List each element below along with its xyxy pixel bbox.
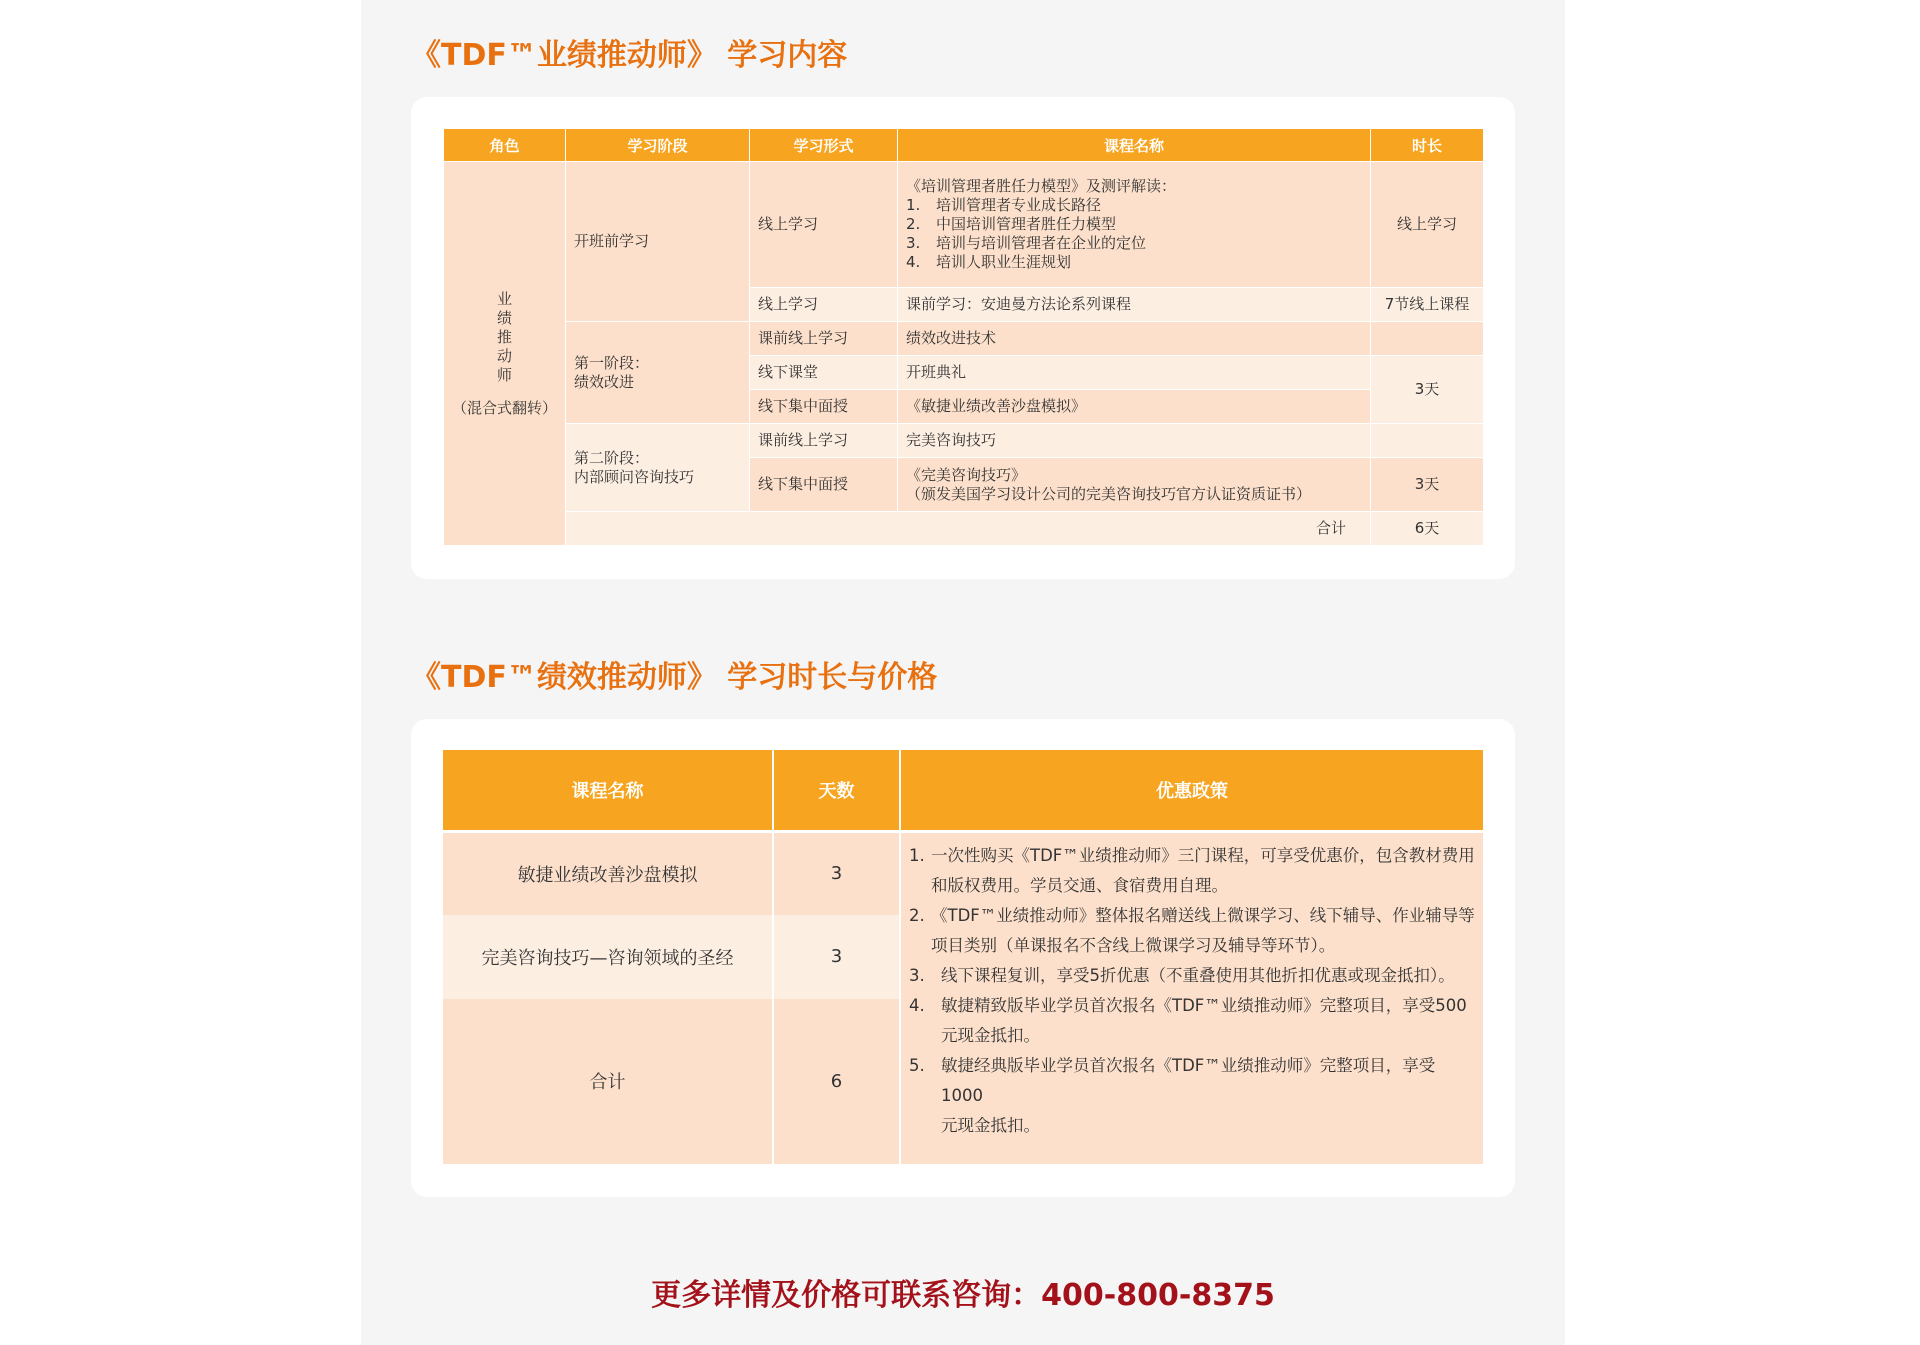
total-label: 合计 xyxy=(566,512,1371,546)
table-row-name: 敏捷业绩改善沙盘模拟 xyxy=(443,832,773,915)
header-stage: 学习阶段 xyxy=(566,129,750,162)
list-item: 4. 培训人职业生涯规划 xyxy=(906,253,1072,271)
table-row-name: 完美咨询技巧—咨询领域的圣经 xyxy=(443,915,773,999)
table-row-days: 6 xyxy=(773,999,900,1164)
form-cell: 课前线上学习 xyxy=(750,424,898,458)
duration-cell xyxy=(1371,322,1484,356)
section-title-content: 《TDF™业绩推动师》 学习内容 xyxy=(411,38,848,73)
role-char: 绩 xyxy=(496,308,512,327)
duration-cell: 线上学习 xyxy=(1371,162,1484,288)
section-title-price: 《TDF™绩效推动师》 学习时长与价格 xyxy=(411,660,938,695)
form-cell: 线下课堂 xyxy=(750,356,898,390)
list-item: 2. 《TDF™业绩推动师》整体报名赠送线上微课学习、线下辅导、作业辅导等 项目类别（单课报名不含线上微课学习及辅导等环节）。 xyxy=(909,906,1475,955)
role-char: 师 xyxy=(496,365,512,384)
form-cell: 课前线上学习 xyxy=(750,322,898,356)
duration-cell xyxy=(1371,424,1484,458)
role-subtitle: （混合式翻转） xyxy=(452,398,558,417)
list-item: 2. 中国培训管理者胜任力模型 xyxy=(906,215,1117,233)
table-row-days: 3 xyxy=(773,832,900,915)
table-row-name: 合计 xyxy=(443,999,773,1164)
content-card xyxy=(411,97,1515,579)
contact-line: 更多详情及价格可联系咨询：400-800-8375 xyxy=(651,1278,1275,1313)
course-list xyxy=(906,196,1362,272)
course-cell: 《完美咨询技巧》 （颁发美国学习设计公司的完美咨询技巧官方认证资质证书） xyxy=(898,458,1371,512)
header-days: 天数 xyxy=(773,750,900,832)
list-item: 1. 一次性购买《TDF™业绩推动师》三门课程，可享受优惠价，包含教材费用 和版权费用。学员交通、食宿费用自理。 xyxy=(909,846,1475,895)
total-value: 6天 xyxy=(1371,512,1484,546)
policy-list xyxy=(909,841,1477,1141)
role-char: 业 xyxy=(496,289,512,308)
course-cell: 《敏捷业绩改善沙盘模拟》 xyxy=(898,390,1371,424)
course-title: 《培训管理者胜任力模型》及测评解读： xyxy=(906,177,1177,195)
course-cell: 绩效改进技术 xyxy=(898,322,1371,356)
course-cell: 完美咨询技巧 xyxy=(898,424,1371,458)
list-item: 3. 线下课程复训，享受5折优惠（不重叠使用其他折扣优惠或现金抵扣）。 xyxy=(909,966,1455,985)
header-duration: 时长 xyxy=(1371,129,1484,162)
duration-cell: 3天 xyxy=(1371,458,1484,512)
content-table xyxy=(443,128,1484,546)
role-char: 推 xyxy=(496,327,512,346)
header-course-name: 课程名称 xyxy=(443,750,773,832)
stage-2: 第二阶段： 内部顾问咨询技巧 xyxy=(566,424,750,512)
course-cell: 开班典礼 xyxy=(898,356,1371,390)
header-course: 课程名称 xyxy=(898,129,1371,162)
page-column xyxy=(361,0,1565,1345)
course-cell xyxy=(898,162,1371,288)
list-item: 3. 培训与培训管理者在企业的定位 xyxy=(906,234,1147,252)
stage-1: 第一阶段： 绩效改进 xyxy=(566,322,750,424)
policy-cell xyxy=(900,832,1483,1164)
form-cell: 线下集中面授 xyxy=(750,458,898,512)
role-char: 动 xyxy=(496,346,512,365)
course-cell: 课前学习：安迪曼方法论系列课程 xyxy=(898,288,1371,322)
price-table xyxy=(443,750,1483,1164)
duration-cell: 7节线上课程 xyxy=(1371,288,1484,322)
role-cell xyxy=(444,162,566,546)
list-item: 4. 敏捷精致版毕业学员首次报名《TDF™业绩推动师》完整项目，享受500 元现金抵扣。 xyxy=(909,996,1467,1045)
form-cell: 线上学习 xyxy=(750,288,898,322)
duration-cell: 3天 xyxy=(1371,356,1484,424)
table-row-days: 3 xyxy=(773,915,900,999)
list-item: 5. 敏捷经典版毕业学员首次报名《TDF™业绩推动师》完整项目，享受1000 元现金抵扣。 xyxy=(909,1056,1436,1135)
stage-pre: 开班前学习 xyxy=(566,162,750,322)
form-cell: 线下集中面授 xyxy=(750,390,898,424)
header-role: 角色 xyxy=(444,129,566,162)
form-cell: 线上学习 xyxy=(750,162,898,288)
header-form: 学习形式 xyxy=(750,129,898,162)
price-card xyxy=(411,719,1515,1197)
list-item: 1. 培训管理者专业成长路径 xyxy=(906,196,1102,214)
header-policy: 优惠政策 xyxy=(900,750,1483,832)
